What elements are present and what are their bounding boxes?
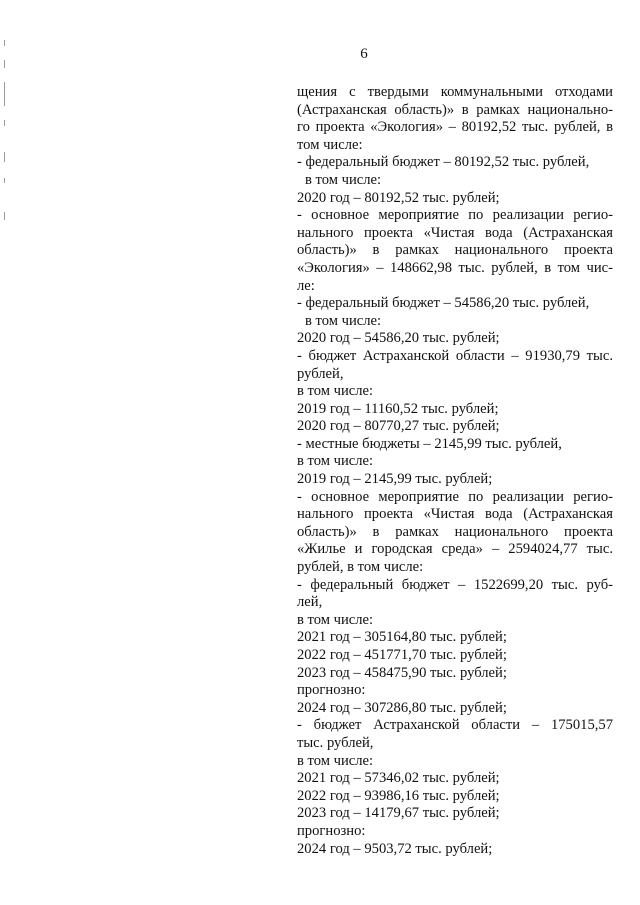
text-line: область)» в рамках национального проекта	[297, 523, 613, 540]
scan-margin-marks	[0, 0, 14, 905]
text-line: - бюджет Астраханской области – 175015,57	[297, 717, 613, 734]
text-line: го проекта «Экология» – 80192,52 тыс. рублей, в	[297, 119, 613, 136]
text-line: рублей,	[297, 365, 344, 382]
text-line: 2019 год – 11160,52 тыс. рублей;	[297, 400, 499, 417]
text-line: 2020 год – 80192,52 тыс. рублей;	[297, 189, 500, 206]
scan-mark	[4, 178, 5, 183]
text-line: 2023 год – 14179,67 тыс. рублей;	[297, 805, 500, 822]
text-line: лей,	[297, 594, 323, 611]
text-line: «Экология» – 148662,98 тыс. рублей, в том чис-	[297, 259, 613, 276]
text-line: в том числе:	[297, 453, 374, 470]
text-line: область)» в рамках национального проекта	[297, 242, 613, 259]
text-line: 2022 год – 93986,16 тыс. рублей;	[297, 787, 500, 804]
text-line: тыс. рублей,	[297, 734, 374, 751]
text-line: щения с твердыми коммунальными отходами	[297, 84, 613, 100]
text-line: 2020 год – 80770,27 тыс. рублей;	[297, 418, 500, 435]
text-line: прогнозно:	[297, 682, 366, 699]
scan-mark	[4, 152, 5, 162]
text-line: - федеральный бюджет – 54586,20 тыс. рублей,	[297, 295, 590, 312]
text-line: (Астраханская область)» в рамках национально-	[297, 101, 613, 118]
text-line: - федеральный бюджет – 1522699,20 тыс. руб-	[297, 576, 613, 593]
text-line: в том числе:	[297, 752, 374, 769]
text-line: 2024 год – 307286,80 тыс. рублей;	[297, 699, 507, 716]
text-line: нального проекта «Чистая вода (Астраханская	[297, 224, 613, 241]
text-line: в том числе:	[305, 312, 382, 329]
page-number: 6	[360, 46, 368, 62]
document-text-column	[297, 84, 613, 858]
scan-mark	[4, 120, 5, 126]
text-line: ле:	[297, 277, 315, 294]
text-line: - бюджет Астраханской области – 91930,79 тыс.	[297, 347, 613, 364]
text-line: - местные бюджеты – 2145,99 тыс. рублей,	[297, 435, 562, 452]
text-line: 2019 год – 2145,99 тыс. рублей;	[297, 471, 493, 488]
text-line: в том числе:	[305, 171, 382, 188]
text-line: прогнозно:	[297, 822, 366, 839]
text-line: рублей, в том числе:	[297, 559, 424, 576]
text-line: том числе:	[297, 136, 363, 153]
text-line: в том числе:	[297, 383, 374, 400]
text-line: «Жилье и городская среда» – 2594024,77 тыс.	[297, 541, 613, 558]
text-line: - основное мероприятие по реализации регио-	[297, 207, 613, 224]
text-line: 2023 год – 458475,90 тыс. рублей;	[297, 664, 507, 681]
scan-mark	[4, 82, 5, 106]
text-line: 2024 год – 9503,72 тыс. рублей;	[297, 840, 493, 857]
text-line: 2021 год – 305164,80 тыс. рублей;	[297, 629, 507, 646]
text-line: в том числе:	[297, 611, 374, 628]
text-line: 2020 год – 54586,20 тыс. рублей;	[297, 330, 500, 347]
scan-mark	[4, 212, 5, 220]
text-line: - основное мероприятие по реализации регио-	[297, 488, 613, 505]
text-line: нального проекта «Чистая вода (Астраханская	[297, 506, 613, 523]
text-line: 2022 год – 451771,70 тыс. рублей;	[297, 647, 507, 663]
text-line: 2021 год – 57346,02 тыс. рублей;	[297, 770, 500, 787]
text-line: - федеральный бюджет – 80192,52 тыс. рублей,	[297, 154, 590, 171]
